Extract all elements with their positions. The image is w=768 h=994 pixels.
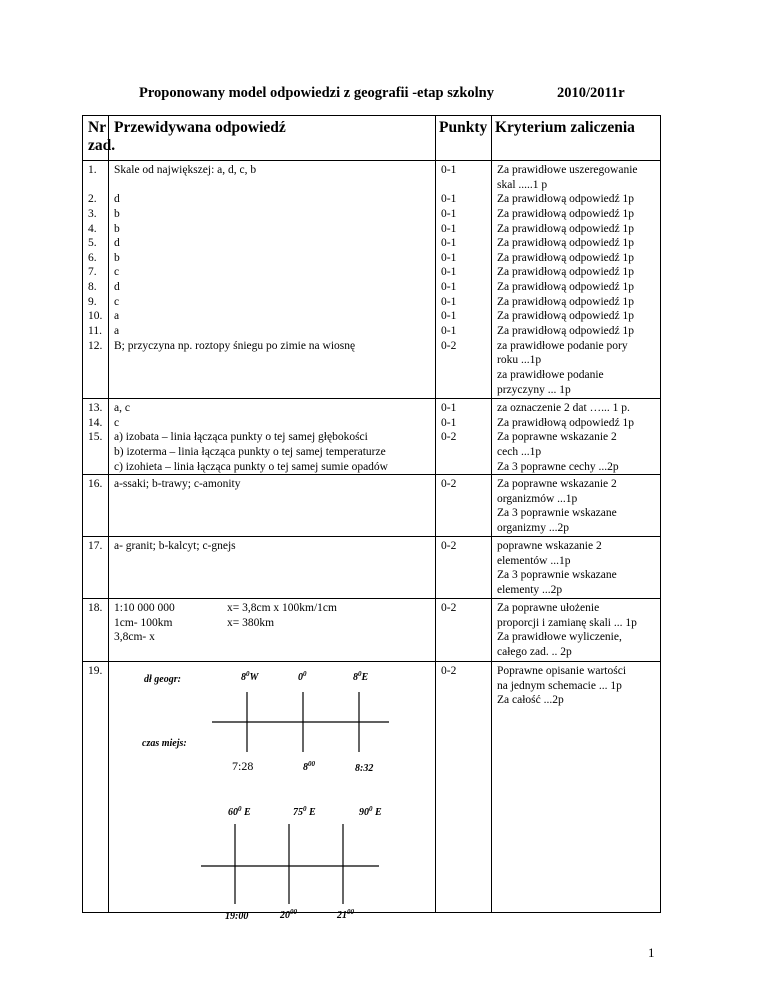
header-nr: Nr zad. (83, 116, 109, 161)
time-2100: $21^{00}$ (337, 908, 354, 922)
time-row-label: czas miejs: (142, 738, 187, 750)
longitude-75e: $75^0$ E (293, 805, 316, 819)
header-answer: Przewidywana odpowiedź (109, 116, 436, 161)
longitude-row-label: dł geogr: (144, 674, 181, 686)
table-row (83, 537, 661, 599)
table-row (83, 161, 661, 399)
nr-cell: 17. (83, 537, 109, 599)
header-points: Punkty (436, 116, 492, 161)
criterion-cell: Poprawne opisanie wartości na jednym schemacie ... 1p Za całość ...2p (492, 662, 661, 913)
answer-cell: a, c c a) izobata – linia łącząca punkty o tej samej głębokości b) izoterma – linia łącząca punkty o tej samej temperaturze c) izohieta – linia łącząca punkty o tej samej sumie opadów (109, 399, 436, 475)
answer-cell: 1:10 000 000 1cm- 100km 3,8cm- x x= 3,8cm x 100km/1cm x= 380km (109, 599, 436, 662)
nr-cell: 18. (83, 599, 109, 662)
page-number: 1 (648, 945, 655, 960)
longitude-0: $0^0$ (298, 670, 307, 684)
points-cell: 0-2 (436, 475, 492, 537)
criterion-cell: Za prawidłowe uszeregowanie skal .....1 p Za prawidłową odpowiedź 1p Za prawidłową odpowiedź 1p Za prawidłową odpowiedź 1p Za prawidłową odpowiedź 1p Za prawidłową odpowiedź 1p Za prawidłową odpowiedź 1p Za prawidłową odpowiedź 1p Za prawidłową odpowiedź 1p Za prawidłową odpowiedź 1p Za prawidłową odpowiedź 1p za prawidłowe podanie pory roku ...1p za prawidłowe podanie przyczyny ... 1p (492, 161, 661, 399)
criterion-cell: za oznaczenie 2 dat …... 1 p. Za prawidłową odpowiedź 1p Za poprawne wskazanie 2 cech ...1p Za 3 poprawne cechy ...2p (492, 399, 661, 475)
school-year: 2010/2011r (557, 85, 625, 101)
table-row (83, 399, 661, 475)
document-title: Proponowany model odpowiedzi z geografii -etap szkolny (139, 85, 494, 101)
nr-cell: 13. 14. 15. (83, 399, 109, 475)
longitude-90e: $90^0$ E (359, 805, 382, 819)
longitude-60e: $60^0$ E (228, 805, 251, 819)
answer-key-table (82, 115, 661, 923)
answer-cell: a- granit; b-kalcyt; c-gnejs (109, 537, 436, 599)
nr-cell: 19. (83, 662, 109, 913)
answer-cell (109, 662, 436, 923)
time-832: 8:32 (355, 763, 374, 775)
longitude-8w: $8^0W$ (241, 670, 259, 684)
table-row (83, 475, 661, 537)
points-cell: 0-1 0-1 0-1 0-1 0-1 0-1 0-1 0-1 0-1 0-1 0-1 0-2 (436, 161, 492, 399)
header-criterion: Kryterium zaliczenia (492, 116, 661, 161)
criterion-cell: Za poprawne wskazanie 2 organizmów ...1p Za 3 poprawnie wskazane organizmy ...2p (492, 475, 661, 537)
time-1900: 19:00 (225, 911, 249, 923)
criterion-cell: poprawne wskazanie 2 elementów ...1p Za 3 poprawnie wskazane elementy ...2p (492, 537, 661, 599)
time-800: $8^{00}$ (303, 760, 315, 774)
answer-cell: a-ssaki; b-trawy; c-amonity (109, 475, 436, 537)
longitude-8e: $8^0E$ (353, 670, 369, 684)
nr-cell: 16. (83, 475, 109, 537)
table-row (83, 662, 661, 913)
nr-cell: 1. 2. 3. 4. 5. 6. 7. 8. 9. 10. 11. 12. (83, 161, 109, 399)
time-zone-diagram (109, 662, 436, 923)
time-728: 7:28 (232, 759, 254, 774)
points-cell: 0-2 (436, 537, 492, 599)
time-2000: $20^{00}$ (280, 908, 297, 922)
answer-cell: Skale od największej: a, d, c, b d b b d b c d c a a B; przyczyna np. roztopy śniegu po zimie na wiosnę (109, 161, 436, 399)
points-cell: 0-1 0-1 0-2 (436, 399, 492, 475)
table-header-row (83, 116, 661, 161)
points-cell: 0-2 (436, 599, 492, 662)
criterion-cell: Za poprawne ułożenie proporcji i zamianę skali ... 1p Za prawidłowe wyliczenie, całego zad. .. 2p (492, 599, 661, 662)
table-row (83, 599, 661, 662)
points-cell: 0-2 (436, 662, 492, 913)
